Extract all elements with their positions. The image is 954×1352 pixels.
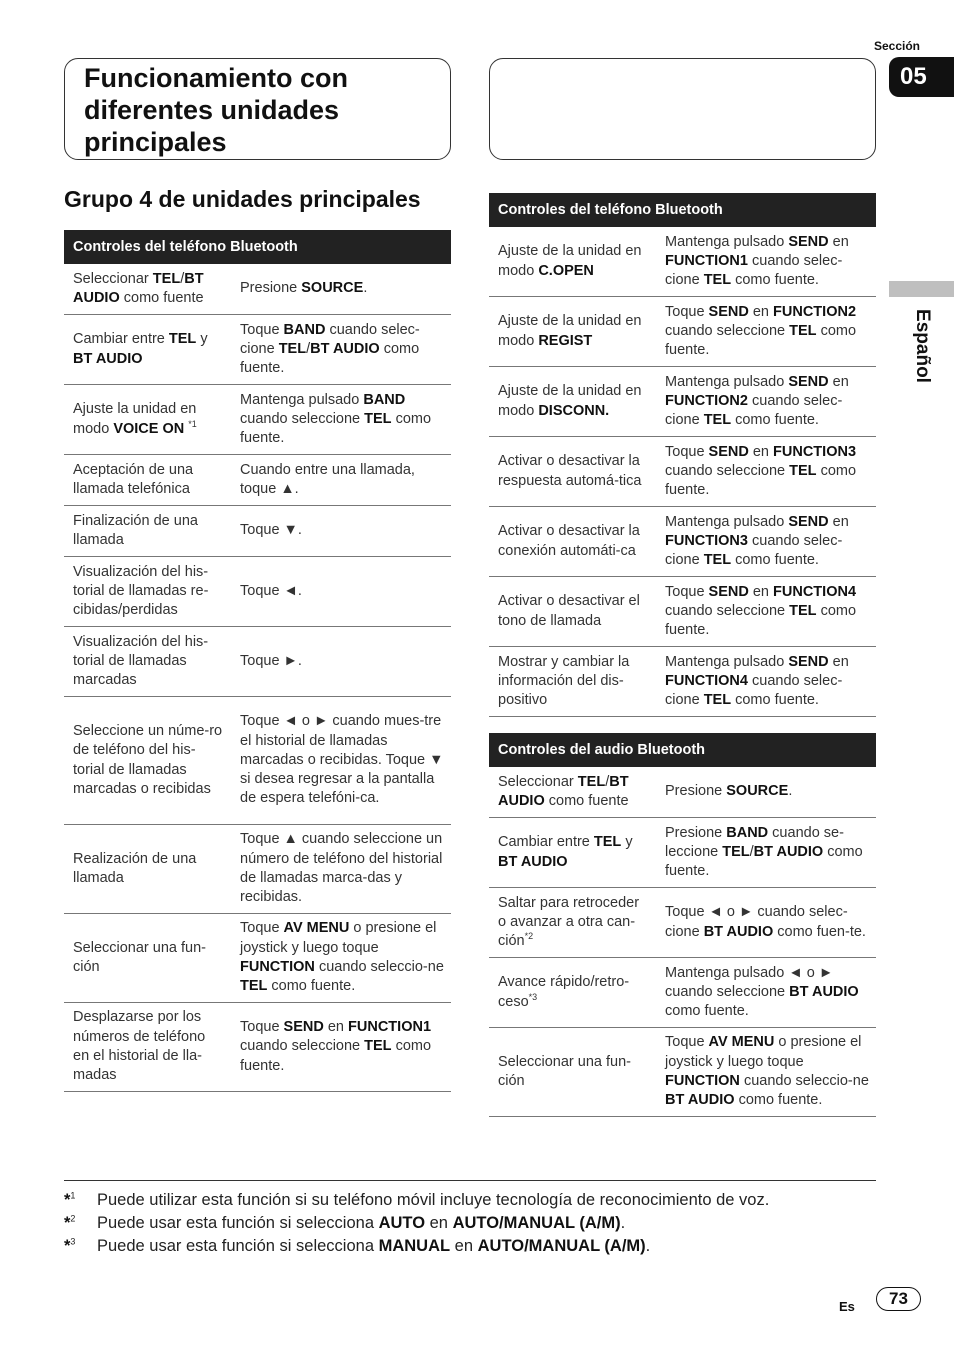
operation-cell: Toque SEND en FUNCTION3 cuando seleccione TEL como fuente. bbox=[665, 443, 857, 499]
bt-phone-table-right bbox=[489, 193, 876, 717]
action-cell: Activar o desactivar el tono de llamada bbox=[498, 593, 640, 629]
operation-cell: Mantenga pulsado SEND en FUNCTION4 cuando selec-cione TEL como fuente. bbox=[665, 653, 849, 709]
action-cell: Ajuste de la unidad en modo C.OPEN bbox=[498, 243, 642, 279]
operation-cell: Toque SEND en FUNCTION1 cuando seleccione TEL como fuente. bbox=[240, 1019, 432, 1074]
table-header: Controles del teléfono Bluetooth bbox=[64, 230, 451, 264]
table-row bbox=[64, 315, 451, 385]
action-cell: Ajuste la unidad en modo VOICE ON $^{*1}$ bbox=[73, 401, 197, 437]
operation-cell: Presione SOURCE. bbox=[665, 783, 793, 800]
language-tab-bar bbox=[889, 281, 954, 297]
action-cell: Visualización del his-torial de llamadas re-cibidas/perdidas bbox=[73, 563, 209, 619]
table-row bbox=[64, 557, 451, 627]
operation-cell: Mantenga pulsado SEND en FUNCTION2 cuando selec-cione TEL como fuente. bbox=[665, 373, 849, 429]
action-cell: Activar o desactivar la conexión automáti-ca bbox=[498, 523, 640, 559]
section-heading: Grupo 4 de unidades principales bbox=[64, 186, 421, 212]
table-row bbox=[64, 697, 451, 825]
table-row bbox=[64, 914, 451, 1003]
footnote-divider bbox=[64, 1180, 876, 1181]
action-cell: Aceptación de una llamada telefónica bbox=[73, 461, 194, 497]
operation-cell: Toque ◄ o ► cuando selec-cione BT AUDIO como fuen-te. bbox=[665, 904, 866, 940]
chapter-title-box bbox=[64, 58, 451, 160]
table-row bbox=[489, 958, 876, 1028]
table-row bbox=[64, 385, 451, 455]
table-row bbox=[489, 1028, 876, 1117]
table-row bbox=[489, 227, 876, 297]
language-code: Es bbox=[839, 1299, 855, 1314]
action-cell: Finalización de una llamada bbox=[73, 512, 198, 548]
table-row bbox=[64, 825, 451, 914]
footnote-1: *$^1$ Puede utilizar esta función si su teléfono móvil incluye tecnología de reconocimiento de voz. bbox=[64, 1190, 770, 1209]
table-row bbox=[64, 264, 451, 315]
action-cell: Ajuste de la unidad en modo DISCONN. bbox=[498, 383, 642, 419]
action-cell: Activar o desactivar la respuesta automá-tica bbox=[498, 453, 642, 489]
table-row bbox=[64, 506, 451, 557]
table-header: Controles del teléfono Bluetooth bbox=[489, 193, 876, 227]
table-row bbox=[64, 627, 451, 697]
action-cell: Desplazarse por los números de teléfono en el historial de lla-madas bbox=[73, 1009, 206, 1084]
table-row bbox=[489, 507, 876, 577]
table-body bbox=[64, 264, 451, 1092]
operation-cell: Toque SEND en FUNCTION4 cuando seleccione TEL como fuente. bbox=[665, 583, 857, 639]
operation-cell: Toque ◄ o ► cuando mues-tre el historial de llamadas marcadas o recibidas. Toque ▼ si desea regresar a la pantalla de espera telefóni-ca. bbox=[240, 713, 444, 807]
table-body bbox=[489, 227, 876, 717]
action-cell: Saltar para retroceder o avanzar a otra can-ción$^{*2}$ bbox=[498, 894, 640, 950]
action-cell: Avance rápido/retro-ceso$^{*3}$ bbox=[498, 974, 630, 1010]
action-cell: Seleccionar TEL/BT AUDIO como fuente bbox=[498, 773, 629, 809]
footnote-3: *$^3$ Puede usar esta función si selecciona MANUAL en AUTO/MANUAL (A/M). bbox=[64, 1236, 651, 1255]
action-cell: Seleccionar TEL/BT AUDIO como fuente bbox=[73, 270, 204, 306]
footnote-text: Puede utilizar esta función si su teléfono móvil incluye tecnología de reconocimiento de voz. bbox=[97, 1191, 770, 1209]
table-row bbox=[489, 818, 876, 888]
action-cell: Visualización del his-torial de llamadas marcadas bbox=[73, 633, 209, 689]
action-cell: Seleccione un núme-ro de teléfono del his-torial de llamadas marcadas o recibidas bbox=[73, 722, 223, 797]
footnote-2: *$^2$ Puede usar esta función si selecciona AUTO en AUTO/MANUAL (A/M). bbox=[64, 1213, 626, 1232]
operation-cell: Mantenga pulsado BAND cuando seleccione TEL como fuente. bbox=[240, 391, 432, 447]
operation-cell: Toque BAND cuando selec-cione TEL/BT AUDIO como fuente. bbox=[240, 321, 420, 377]
footnote-text: Puede usar esta función si selecciona MANUAL en AUTO/MANUAL (A/M). bbox=[97, 1237, 651, 1255]
action-cell: Seleccionar una fun-ción bbox=[498, 1053, 631, 1089]
section-badge: 05 bbox=[889, 57, 954, 97]
footnote-mark: 1 bbox=[70, 1190, 76, 1201]
language-tab: Español bbox=[912, 309, 933, 383]
operation-cell: Toque ◄. bbox=[240, 582, 302, 599]
table-row bbox=[489, 577, 876, 647]
operation-cell: Cuando entre una llamada, toque ▲. bbox=[240, 461, 415, 497]
action-cell: Mostrar y cambiar la información del dis-positivo bbox=[498, 653, 630, 709]
operation-cell: Mantenga pulsado SEND en FUNCTION3 cuando selec-cione TEL como fuente. bbox=[665, 513, 849, 569]
operation-cell: Toque ▲ cuando seleccione un número de teléfono del historial de llamadas marca-das y recibidas. bbox=[240, 831, 443, 906]
chapter-title: Funcionamiento con diferentes unidades principales bbox=[84, 63, 349, 157]
bt-phone-table-left bbox=[64, 230, 451, 1092]
footnote-text: Puede usar esta función si selecciona AUTO en AUTO/MANUAL (A/M). bbox=[97, 1214, 626, 1232]
action-cell: Seleccionar una fun-ción bbox=[73, 939, 206, 975]
table-body bbox=[489, 767, 876, 1117]
operation-cell: Toque AV MENU o presione el joystick y luego toque FUNCTION cuando seleccio-ne TEL como fuente. bbox=[240, 920, 444, 995]
footnote-mark: 2 bbox=[70, 1213, 76, 1224]
table-row bbox=[489, 297, 876, 367]
operation-cell: Presione SOURCE. bbox=[240, 280, 368, 297]
operation-cell: Toque SEND en FUNCTION2 cuando seleccione TEL como fuente. bbox=[665, 303, 857, 359]
table-row bbox=[489, 367, 876, 437]
action-cell: Cambiar entre TEL y BT AUDIO bbox=[73, 331, 208, 367]
action-cell: Ajuste de la unidad en modo REGIST bbox=[498, 313, 642, 349]
header-blank-box bbox=[489, 58, 876, 160]
operation-cell: Mantenga pulsado SEND en FUNCTION1 cuando selec-cione TEL como fuente. bbox=[665, 233, 849, 289]
operation-cell: Toque ►. bbox=[240, 652, 302, 669]
page-number: 73 bbox=[876, 1287, 921, 1311]
table-row bbox=[489, 888, 876, 958]
bt-audio-table bbox=[489, 733, 876, 1117]
table-row bbox=[489, 647, 876, 717]
section-label: Sección bbox=[873, 39, 921, 53]
table-row bbox=[489, 437, 876, 507]
table-row bbox=[64, 1003, 451, 1092]
table-header: Controles del audio Bluetooth bbox=[489, 733, 876, 767]
table-row bbox=[64, 455, 451, 506]
operation-cell: Toque AV MENU o presione el joystick y luego toque FUNCTION cuando seleccio-ne BT AUDIO como fuente. bbox=[665, 1034, 869, 1109]
operation-cell: Toque ▼. bbox=[240, 522, 302, 539]
operation-cell: Presione BAND cuando se-leccione TEL/BT AUDIO como fuente. bbox=[665, 824, 863, 880]
table-row bbox=[489, 767, 876, 818]
operation-cell: Mantenga pulsado ◄ o ► cuando seleccione BT AUDIO como fuente. bbox=[665, 964, 859, 1020]
footnote-mark: 3 bbox=[70, 1236, 76, 1247]
action-cell: Realización de una llamada bbox=[73, 850, 197, 886]
action-cell: Cambiar entre TEL y BT AUDIO bbox=[498, 834, 633, 870]
